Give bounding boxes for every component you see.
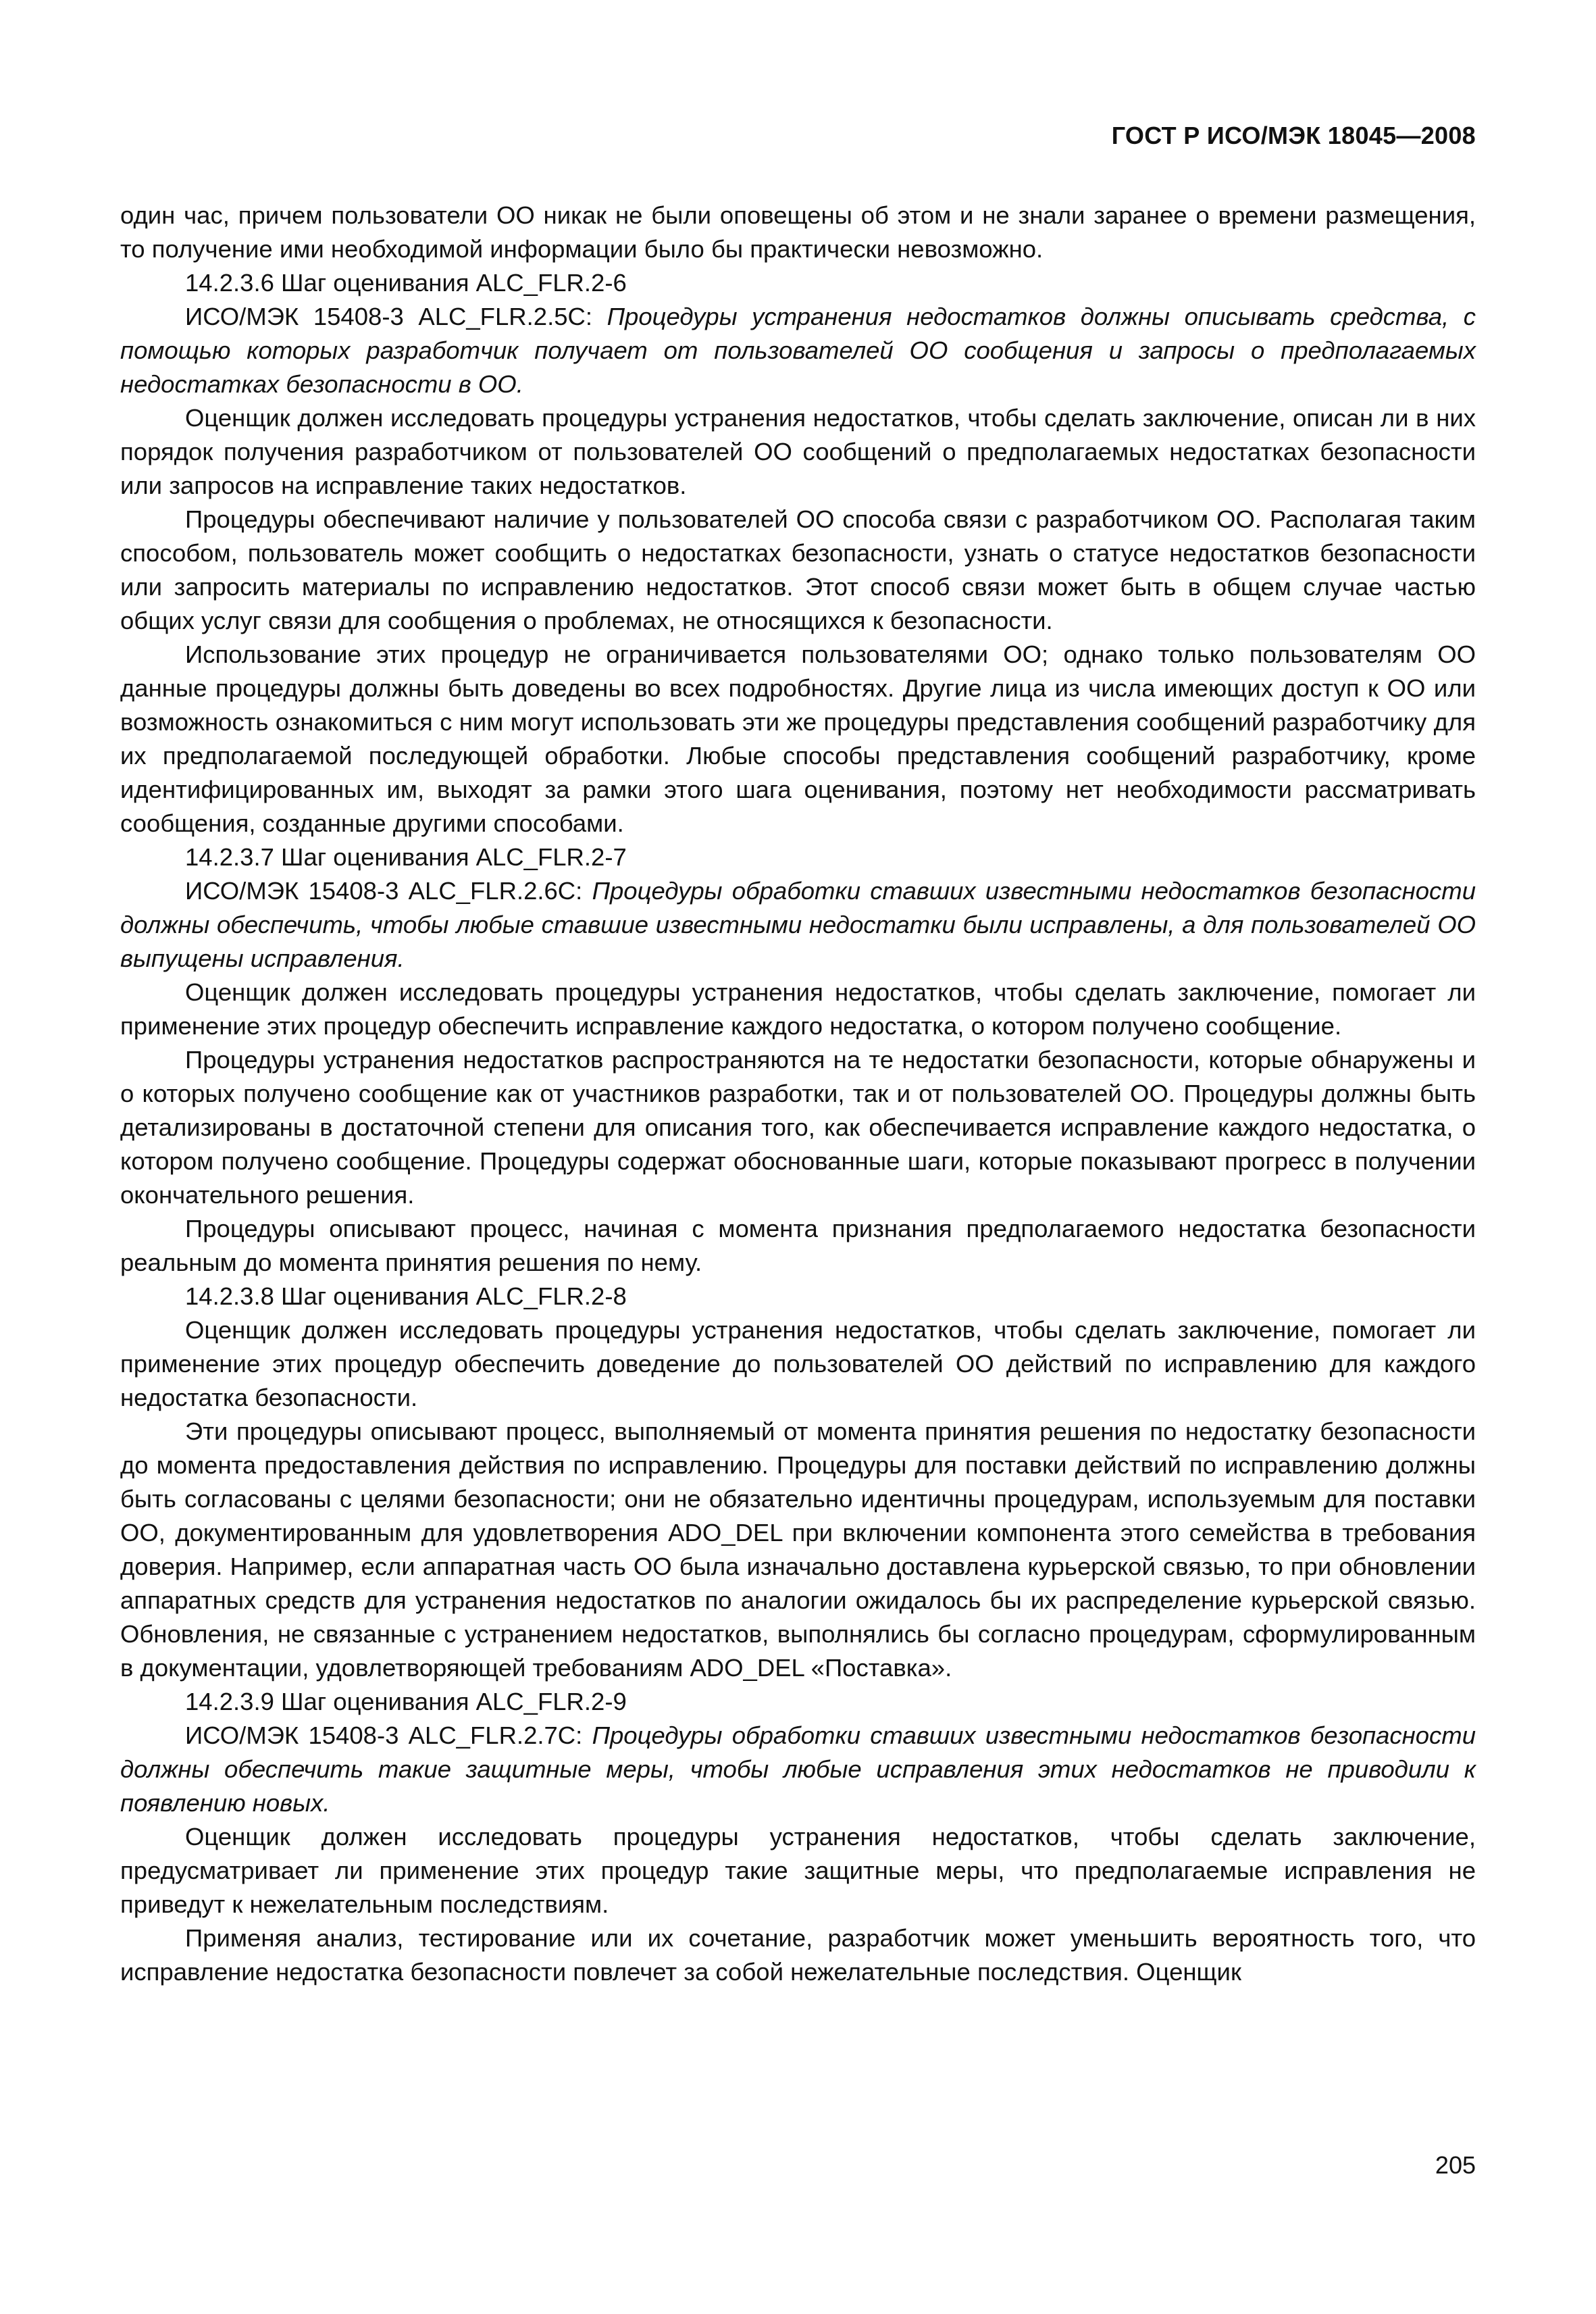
section-heading: 14.2.3.6 Шаг оценивания ALC_FLR.2-6 [185,269,627,297]
paragraph: Оценщик должен исследовать процедуры устранения недостатков, чтобы сделать заключение, помогает ли применение этих процедур обеспечить исправление каждого недостатка, о котором получено сообщение. [120,978,1476,1040]
paragraph: Процедуры описывают процесс, начиная с момента признания предполагаемого недостатка безопасности реальным до момента принятия решения по нему. [120,1215,1476,1276]
section-heading: 14.2.3.8 Шаг оценивания ALC_FLR.2-8 [185,1282,627,1310]
paragraph: Применяя анализ, тестирование или их сочетание, разработчик может уменьшить вероятность того, что исправление недостатка безопасности повлечет за собой нежелательные последствия. Оценщик [120,1924,1476,1986]
paragraph: Процедуры устранения недостатков распространяются на те недостатки безопасности, которые обнаружены и о которых получено сообщение как от участников разработки, так и от пользователей ОО. Процедуры должны быть детализированы в достаточной степени для описания того, как обеспечивается исправление каждого недостатка, о котором получено сообщение. Процедуры содержат обоснованные шаги, которые показывают прогресс в получении окончательного решения. [120,1046,1476,1209]
paragraph: Оценщик должен исследовать процедуры устранения недостатков, чтобы сделать заключение, помогает ли применение этих процедур обеспечить доведение до пользователей ОО действий по исправлению для каждого недостатка безопасности. [120,1316,1476,1411]
standard-quote: ИСО/МЭК 15408-3 ALC_FLR.2.7C: Процедуры обработки ставших известными недостатков безопасности должны обеспечить такие защитные меры, чтобы любые исправления этих недостатков не приводили к появлению новых. [120,1721,1476,1817]
document-header: ГОСТ Р ИСО/МЭК 18045—2008 [1111,122,1476,149]
paragraph: один час, причем пользователи ОО никак не были оповещены об этом и не знали заранее о времени размещения, то получение ими необходимой информации было бы практически невозможно. [120,201,1476,263]
section-heading: 14.2.3.9 Шаг оценивания ALC_FLR.2-9 [185,1688,627,1715]
paragraph: Процедуры обеспечивают наличие у пользователей ОО способа связи с разработчиком ОО. Располагая таким способом, пользователь может сообщить о недостатках безопасности, узнать о статусе недостатков безопасности или запросить материалы по исправлению недостатков. Этот способ связи может быть в общем случае частью общих услуг связи для сообщения о проблемах, не относящихся к безопасности. [120,505,1476,634]
page-number: 205 [1435,2151,1476,2179]
paragraph: Эти процедуры описывают процесс, выполняемый от момента принятия решения по недостатку безопасности до момента предоставления действия по исправлению. Процедуры для поставки действий по исправлению должны быть согласованы с целями безопасности; они не обязательно идентичны процедурам, используемым для поставки ОО, документированным для удовлетворения ADO_DEL при включении компонента этого семейства в требования доверия. Например, если аппаратная часть ОО была изначально доставлена курьерской связью, то при обновлении аппаратных средств для устранения недостатков по аналогии ожидалось бы их распределение курьерской связью. Обновления, не связанные с устранением недостатков, выполнялись бы согласно процедурам, сформулированным в документации, удовлетворяющей требованиям ADO_DEL «Поставка». [120,1417,1476,1682]
standard-quote: ИСО/МЭК 15408-3 ALC_FLR.2.5C: Процедуры устранения недостатков должны описывать средства, с помощью которых разработчик получает от пользователей ОО сообщения и запросы о предполагаемых недостатках безопасности в ОО. [120,303,1476,398]
paragraph: Использование этих процедур не ограничивается пользователями ОО; однако только пользователям ОО данные процедуры должны быть доведены во всех подробностях. Другие лица из числа имеющих доступ к ОО или возможность ознакомиться с ним могут использовать эти же процедуры представления сообщений разработчику для их предполагаемой последующей обработки. Любые способы представления сообщений разработчику, кроме идентифицированных им, выходят за рамки этого шага оценивания, поэтому нет необходимости рассматривать сообщения, созданные другими способами. [120,640,1476,837]
standard-quote: ИСО/МЭК 15408-3 ALC_FLR.2.6C: Процедуры обработки ставших известными недостатков безопасности должны обеспечить, чтобы любые ставшие известными недостатки были исправлены, а для пользователей ОО выпущены исправления. [120,877,1476,972]
document-body [120,199,1476,1989]
paragraph: Оценщик должен исследовать процедуры устранения недостатков, чтобы сделать заключение, описан ли в них порядок получения разработчиком от пользователей ОО сообщений о предполагаемых недостатках безопасности или запросов на исправление таких недостатков. [120,404,1476,499]
paragraph: Оценщик должен исследовать процедуры устранения недостатков, чтобы сделать заключение, предусматривает ли применение этих процедур такие защитные меры, что предполагаемые исправления не приведут к нежелательным последствиям. [120,1823,1476,1918]
section-heading: 14.2.3.7 Шаг оценивания ALC_FLR.2-7 [185,843,627,871]
